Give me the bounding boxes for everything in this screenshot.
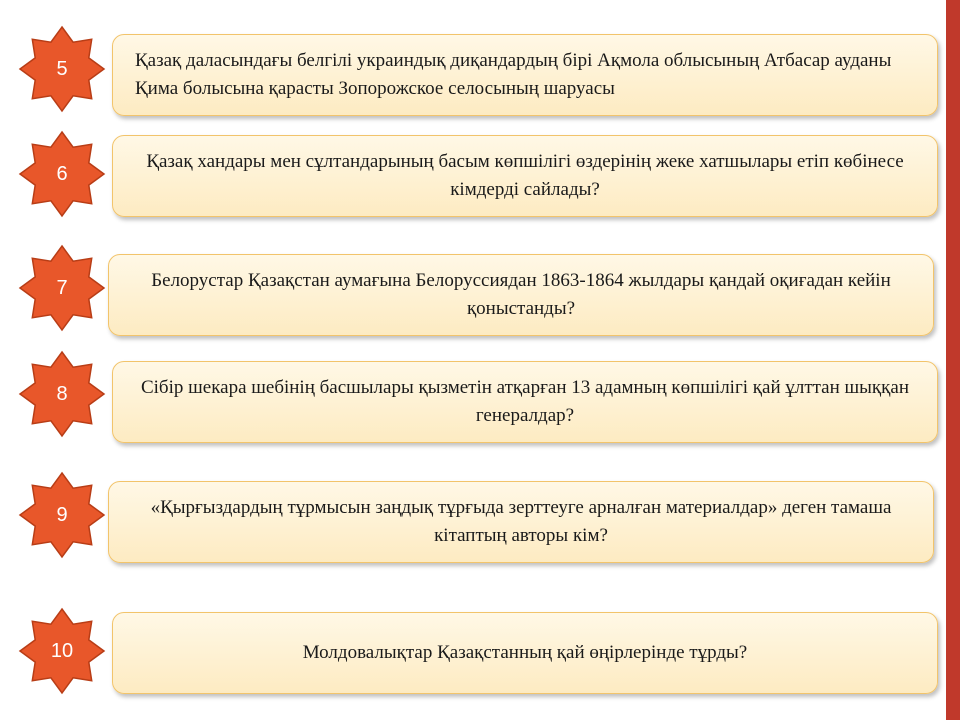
question-number-5: 5	[56, 57, 68, 80]
question-text-9: «Қырғыздардың тұрмысын заңдық тұрғыда зерттеуге арналған материалдар» деген тамаша кітаптың авторы кім?	[150, 497, 892, 546]
star-badge-9	[20, 473, 104, 557]
star-badge-6	[20, 132, 104, 216]
question-text-5: Қазақ даласындағы белгілі украиндық диқандардың бірі Ақмола облысының Атбасар ауданы Қима болысына қарасты Зопорожское селосының шаруасы	[135, 50, 892, 99]
question-card-9	[108, 481, 934, 563]
star-badge-10	[20, 609, 104, 693]
question-number-7: 7	[56, 276, 68, 299]
side-accent-bar	[946, 0, 960, 720]
star-badge-8	[20, 352, 104, 436]
star-badge-5	[20, 27, 104, 111]
question-text-7: Белорустар Қазақстан аумағына Белоруссиядан 1863-1864 жылдары қандай оқиғадан кейін қоныстанды?	[151, 270, 891, 319]
question-card-6	[112, 135, 938, 217]
question-card-5	[112, 34, 938, 116]
question-number-6: 6	[56, 162, 68, 185]
question-card-7	[108, 254, 934, 336]
question-number-8: 8	[56, 382, 68, 405]
question-text-6: Қазақ хандары мен сұлтандарының басым көпшілігі өздерінің жеке хатшылары етіп көбінесе кімдерді сайлады?	[146, 151, 904, 200]
question-card-10	[112, 612, 938, 694]
question-number-9: 9	[56, 503, 68, 526]
question-card-8	[112, 361, 938, 443]
question-number-10: 10	[50, 639, 74, 662]
question-text-8: Сібір шекара шебінің басшылары қызметін атқарған 13 адамның көпшілігі қай ұлттан шыққан генералдар?	[140, 377, 909, 426]
star-badge-7	[20, 246, 104, 330]
question-text-10: Молдовалықтар Қазақстанның қай өңірлерінде тұрды?	[302, 642, 748, 663]
